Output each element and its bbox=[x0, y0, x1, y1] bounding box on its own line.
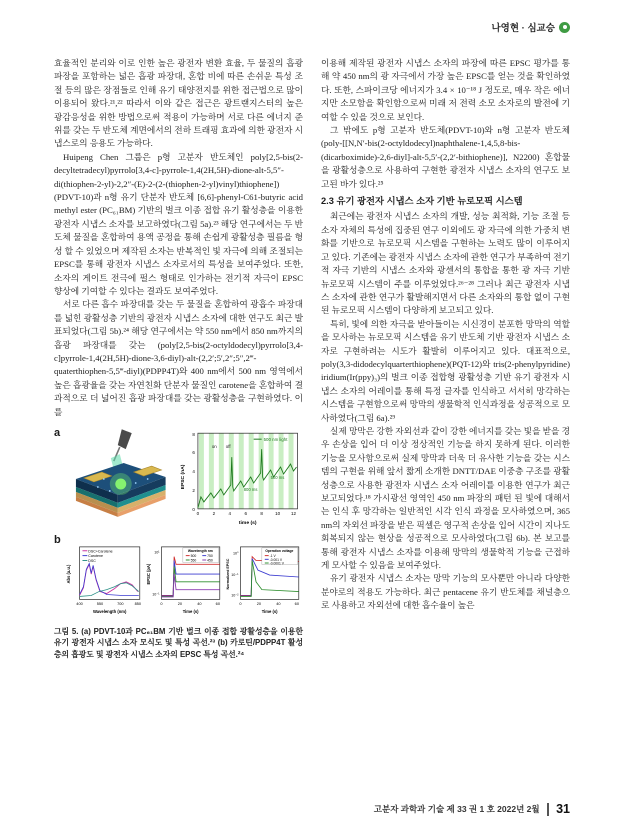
left-column bbox=[54, 57, 303, 660]
svg-text:450: 450 bbox=[206, 558, 213, 563]
svg-text:4: 4 bbox=[191, 468, 195, 474]
svg-text:DSC+Carotene: DSC+Carotene bbox=[88, 549, 113, 554]
svg-text:0: 0 bbox=[239, 601, 242, 607]
svg-text:8: 8 bbox=[259, 510, 263, 516]
body-paragraph: 이용해 제작된 광전자 시냅스 소자의 파장에 따른 EPSC 평가를 통해 약 450 nm의 광 자극에서 가장 높은 EPSC를 얻는 것을 확인하였다. 또한, 스파이크당 에너지가 3.4 × 10⁻¹⁸ J 정도로, 매우 작은 에너지만 소모함을 확인함으로써 미래 저 전력 소모 소자로의 발전에 기여할 수 있을 것으로 보인다. bbox=[321, 58, 570, 122]
panel-b-label: b bbox=[54, 533, 61, 546]
caption-text: (a) PDVT-10과 PC₆₁BM 기반 벌크 이종 접합 광활성층을 이용한 유기 광전자 시냅스 소자 모식도 및 특성 곡선.²³ (b) 카로틴/PDPP4T 활성층의 흡광도 및 광전자 시냅스 소자의 EPSC 특성 곡선.²⁴ bbox=[54, 626, 303, 659]
annotation-off: off bbox=[225, 444, 231, 450]
body-paragraph: 그 밖에도 p형 고분자 반도체(PDVT-10)와 n형 고분자 반도체(poly-[[N,N′-bis(2-octyldodecyl)naphthalene-1,4,5,8-bis-(dicarboximide)-2,6-diyl]-alt-5,5′-(2,2′-bithiophene)], N2200) 혼합물을 광활성층으로 사용하여 구현한 광전자 시냅스 소자의 연구도 보고된 바가 있다.²⁵ bbox=[321, 125, 570, 189]
page-footer bbox=[374, 802, 570, 816]
svg-text:550: 550 bbox=[96, 601, 104, 607]
chart-absorption bbox=[64, 534, 144, 620]
abs-curve-carotene bbox=[80, 563, 139, 595]
body-paragraph: 최근에는 광전자 시냅스 소자의 개발, 성능 최적화, 기능 조절 등 소자 자체의 특성에 집중된 연구 이외에도 광 자극에 의한 가중치 변화를 기반으로 뉴로모픽 시스템을 구현하는 노력도 많이 이루어지고 있다. 기존에는 광전자 시냅스 소자에 관한 연구가 부족하여 전기적 자극 기반의 시냅스 소자와 광센서의 통합을 통한 광 자극 기반 뉴로모픽 시스템이 주를 이루었었다.²⁶⁻²⁸ 그러나 최근 광전자 시냅스 소자에 관한 연구가 활발해지면서 다른 소자와의 통합 없이 구현된 뉴로모픽 시스템이 다양하게 보고되고 있다. bbox=[321, 211, 570, 316]
right-column bbox=[321, 57, 570, 660]
svg-text:EPSC (pA): EPSC (pA) bbox=[145, 563, 151, 585]
device-3d-schematic bbox=[64, 427, 178, 527]
svg-text:10⁻²: 10⁻² bbox=[231, 593, 239, 598]
svg-text:2: 2 bbox=[191, 487, 195, 493]
svg-text:Abs (a.u.): Abs (a.u.) bbox=[65, 564, 71, 584]
body-paragraph: 특히, 빛에 의한 자극을 받아들이는 시신경이 분포한 망막의 역할을 모사하는 뉴로모픽 시스템을 유기 반도체 기반 광전자 시냅스 소자로 구현하려는 시도가 활발히 이루어지고 있다. 대표적으로, poly(3,3-didodecylquarterthiophene)(PQT-12)와 tris(2-phenylpyridine) iridium(Ir(ppy)₃)의 벌크 이종 접합형 광활성층 기반 유기 광전자 시냅스 소자의 어레이를 통해 특정 글자를 인식하고 서서히 망각하는 시스템을 구현함으로써 망막의 생물학적 인식과정을 성공적으로 모사하였다(그림 6a).²⁹ bbox=[321, 318, 570, 423]
page-number: 31 bbox=[556, 802, 570, 816]
light-spot bbox=[115, 478, 126, 489]
svg-text:Time (s): Time (s) bbox=[262, 608, 278, 614]
svg-text:0: 0 bbox=[160, 601, 163, 607]
svg-text:Normalized EPSC: Normalized EPSC bbox=[226, 558, 231, 590]
svg-text:400: 400 bbox=[76, 601, 83, 607]
body-paragraph: 효율적인 분리와 이로 인한 높은 광전자 변환 효율, 두 물질의 흡광 파장을 포함하는 넓은 흡광 파장대, 혼합 비에 따른 손쉬운 특성 조절 등의 많은 장점들로 인해 유기 태양전지를 위한 접근법으로 많이 이용되어 왔다.²¹,²² 따라서 이와 같은 접근은 광트랜지스터의 높은 광감응성을 위한 방법으로써 적용이 가능하며 서로 다른 에너지 준위를 갖는 두 반도체 계면에서의 전하 트래핑 효과에 의한 광전자 시냅스로의 응용도 가능하다. bbox=[54, 58, 303, 149]
svg-text:500: 500 bbox=[190, 554, 196, 559]
page-header bbox=[491, 20, 570, 34]
legend-title: Operation voltage bbox=[265, 549, 294, 554]
svg-text:700: 700 bbox=[117, 601, 124, 607]
caption-label: 그림 5. bbox=[54, 626, 79, 636]
svg-text:60: 60 bbox=[295, 601, 300, 607]
svg-text:DSC: DSC bbox=[88, 559, 96, 564]
section-heading-2-3: 2.3 유기 광전자 시냅스 소자 기반 뉴로모픽 시스템 bbox=[321, 196, 523, 207]
svg-text:-0.0001 V: -0.0001 V bbox=[269, 561, 285, 566]
annotation-800ms: 800 ms bbox=[243, 486, 257, 492]
syringe-icon bbox=[118, 429, 132, 449]
svg-text:6: 6 bbox=[243, 510, 247, 516]
figure-5-panel-a bbox=[54, 427, 303, 530]
svg-text:12: 12 bbox=[290, 510, 296, 516]
svg-text:0: 0 bbox=[191, 506, 195, 512]
figure-5-panel-b bbox=[54, 534, 303, 620]
svg-text:10¹: 10¹ bbox=[153, 550, 160, 555]
footer-divider bbox=[547, 803, 550, 816]
body-paragraph: 유기 광전자 시냅스 소자는 망막 기능의 모사뿐만 아니라 다양한 분야로의 적용도 가능하다. 최근 pentacene 유기 반도체를 채널층으로 사용하고 자외선에 대한 흡수율이 높은 bbox=[321, 573, 570, 611]
svg-text:6: 6 bbox=[191, 450, 195, 456]
svg-text:Carotene: Carotene bbox=[88, 554, 104, 559]
svg-text:-1 V: -1 V bbox=[269, 554, 277, 559]
svg-text:40: 40 bbox=[276, 601, 281, 607]
svg-text:60: 60 bbox=[215, 601, 220, 607]
x-axis-label: time (s) bbox=[238, 520, 257, 526]
svg-text:750: 750 bbox=[206, 554, 213, 559]
abs-curve-blend bbox=[80, 564, 138, 595]
svg-text:0: 0 bbox=[196, 510, 199, 516]
svg-text:10⁰: 10⁰ bbox=[233, 551, 239, 556]
chart-epsc-voltage bbox=[223, 534, 303, 620]
svg-text:850: 850 bbox=[134, 601, 142, 607]
legend-title: Wavelength nm bbox=[187, 549, 213, 554]
svg-text:10⁻¹: 10⁻¹ bbox=[151, 592, 160, 597]
body-paragraph: 실제 망막은 강한 자외선과 같이 강한 에너지를 갖는 빛을 받을 경우 손상을 입어 더 이상 정상적인 기능을 하지 못하게 된다. 이러한 기능을 모사함으로써 실제 망막과 더욱 더 유사한 기능을 갖는 시스템의 구현을 위해 앞서 짧게 소개한 DNTT/DAE 이중층 구조를 광활성층으로 사용한 광전자 시냅스 소자 어레이를 이용한 연구가 최근 보고되었다.¹⁸ 가시광선 영역인 450 nm 파장의 패턴 된 빛에 대해서는 인식 후 망각하는 일반적인 시각 인식 과정을 모사하였으며, 365 nm의 자외선 파장을 받은 픽셀은 영구적 손상을 입어 시간이 지나도 회복되지 않는 현상을 성공적으로 모사하였다(그림 6b). 본 보고를 통해 광전자 시냅스 소자를 이용해 망막의 생물학적 기능을 근접하게 모사할 수 있음을 보여주었다. bbox=[321, 425, 570, 571]
svg-text:Wavelength (nm): Wavelength (nm) bbox=[93, 608, 127, 614]
annotation-on: on bbox=[211, 444, 217, 450]
svg-text:10⁻¹: 10⁻¹ bbox=[231, 572, 239, 577]
author-names: 나영현 · 심교승 bbox=[491, 23, 555, 34]
figure-5-caption bbox=[54, 626, 303, 661]
y-axis-label: EPSC (nA) bbox=[180, 464, 186, 490]
chart-epsc-vs-time bbox=[178, 427, 303, 530]
figure-5 bbox=[54, 427, 303, 661]
svg-text:8: 8 bbox=[191, 432, 195, 438]
author-badge-icon bbox=[559, 22, 570, 33]
svg-text:550: 550 bbox=[190, 558, 196, 563]
svg-text:40: 40 bbox=[196, 601, 202, 607]
annotation-500ms: 500 ms bbox=[270, 474, 284, 480]
svg-text:Time (s): Time (s) bbox=[182, 608, 199, 614]
svg-text:4: 4 bbox=[228, 510, 231, 516]
body-paragraph: Huipeng Chen 그룹은 p형 고분자 반도체인 poly[2,5-bis(2-decyltetradecyl)pyrrolo[3,4-c]-pyrrole-1,4(2H,5H)-dione-alt-5,5″-di(thiophen-2-yl)-2,2″-(E)-2-(2-(thiophen-2-yl)vinyl)thiophene])(PDVT-10)과 n형 유기 단분자 반도체 [6,6]-phenyl-C61-butyric acid methyl ester (PC₆₁BM) 기반의 벌크 이종 접합 유기 활성층을 이용한 광전자 시냅스 소자를 보고하였다(그림 5a).²³ 해당 연구에서는 두 반도체 물질을 혼합하여 용액 공정을 통해 손쉽게 광활성층 필름을 형성 할 수 있었으며 제작된 소자는 반복적인 빛 자극에 의해 조절되는 EPSC를 통해 광전자 시냅스 소자로서의 특성을 보여주었다. 또한, 소자의 게이트 전극에 펄스 형태로 인가하는 전기적 자극이 EPSC 향상에 기여할 수 있다는 결과도 보여주었다. bbox=[54, 151, 303, 296]
journal-title: 고분자 과학과 기술 제 33 권 1 호 2022년 2월 bbox=[373, 804, 540, 814]
svg-text:10: 10 bbox=[274, 510, 280, 516]
svg-text:20: 20 bbox=[257, 601, 262, 607]
svg-text:-0.001 V: -0.001 V bbox=[269, 557, 283, 562]
svg-text:2: 2 bbox=[212, 510, 215, 516]
chart-epsc-wavelength bbox=[144, 534, 224, 620]
body-paragraph: 서로 다른 흡수 파장대를 갖는 두 물질을 혼합하여 광흡수 파장대를 넓힌 광활성층 기반의 광전자 시냅스 소자에 대한 연구도 최근 발표되었다(그림 5b).²⁴ 해당 연구에서는 약 550 nm에서 850 nm까지의 흡광 파장대를 갖는 (poly[2,5-bis(2-octyldodecyl)pyrrolo[3,4-c]pyrrole-1,4(2H,5H)-dione-3,6-diyl)-alt-(2,2′;5′,2″;5″,2‴-quaterthiophen-5,5‴-diyl)(PDPP4T)와 400 nm에서 500 nm 영역에서 높은 흡광율을 갖는 자연친화 단분자 물질인 carotene을 혼합하여 결과적으로 더 넓어진 흡광 파장대를 갖는 광활성층을 구현하였다. 이를 bbox=[54, 299, 303, 417]
legend-500nm: 500 nm light bbox=[263, 437, 288, 443]
two-column-body bbox=[54, 57, 570, 660]
svg-text:20: 20 bbox=[177, 601, 182, 607]
panel-a-label: a bbox=[54, 426, 61, 439]
